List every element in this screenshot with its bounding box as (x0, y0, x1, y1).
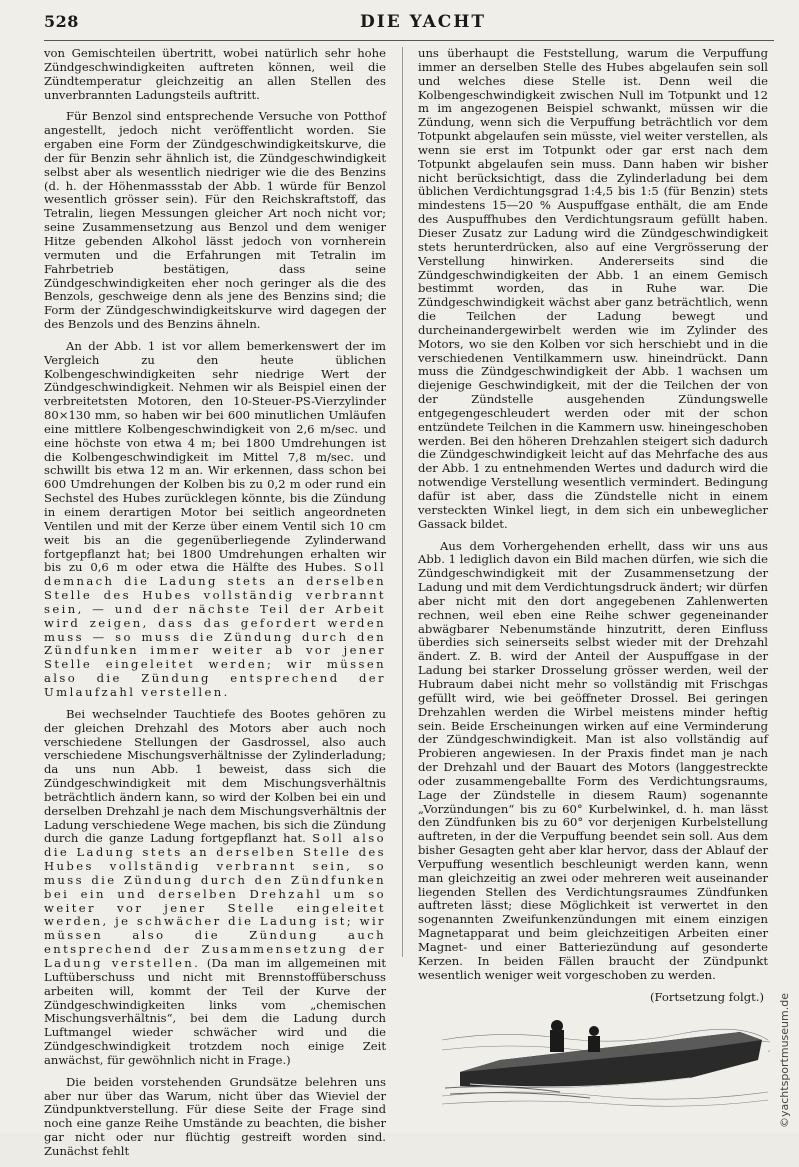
emphasized-text: Soll demnach die Ladung stets an derselben Stelle des Hubes vollständig verbrannt sein, — und der nächste Teil der Arbeit wird zeigen, dass das gefordert werden muss — so muss die Zündung durch den Zündfunken immer weiter ab vor jener Stelle eingeleitet werden; wir müssen also die Zündung entsprechend der Umlaufzahl verstellen. (44, 560, 386, 699)
paragraph: uns überhaupt die Feststellung, warum die Verpuffung immer an derselben Stelle des Hubes abgelaufen sein soll und welches diese Stelle ist. Denn weil die Kolbengeschwindigkeit zwischen Null im Totpunkt und 12 m im angezogenen Beispiel schwankt, müssen wir die Zündung, wenn sich die Verpuffung beträchtlich vor dem Totpunkt abgelaufen sein müsste, viel weiter verstellen, als wenn sie erst im Totpunkt oder gar erst nach dem Totpunkt abgelaufen sein muss. Dann haben wir bisher nicht berücksichtigt, dass die Zylinderladung bei dem üblichen Verdichtungsgrad 1:4,5 bis 1:5 (für Benzin) stets mindestens 15—20 % Auspuffgase enthält, die am Ende des Auspuffhubes den Verdichtungsraum gefüllt haben. Dieser Zusatz zur Ladung wird die Zündgeschwindigkeit stets herunterdrücken, also auf eine Vergrösserung der Verstellung hinwirken. Andererseits sind die Zündgeschwindigkeiten der Abb. 1 an einem Gemisch bestimmt worden, das in Ruhe war. Die Zündgeschwindigkeit wächst aber ganz beträchtlich, wenn die Teilchen der Ladung bewegt und durcheinandergewirbelt werden wie im Zylinder des Motors, wo sie den Kolben vor sich herschiebt und in die verschiedenen Ventilkammern usw. hineindrückt. Dann muss die Zündgeschwindigkeit der Abb. 1 wachsen um diejenige Geschwindigkeit, mit der die Teilchen der von der Zündstelle ausgehenden Zündungswelle entgegengeschleudert werden oder mit der schon entzündete Teilchen in die Kammern usw. hineingeschoben werden. Bei den höheren Drehzahlen steigert sich dadurch die Zündgeschwindigkeit leicht auf das Mehrfache des aus der Abb. 1 zu entnehmenden Wertes und dadurch wird die notwendige Verstellung wesentlich vermindert. Bedingung dafür ist aber, dass die Zündstelle nicht in einem versteckten Winkel liegt, in dem sich ein unbeweglicher Gassack bildet. (418, 46, 768, 531)
paragraph (44, 708, 386, 1068)
watermark: ©yachtsportmuseum.de (778, 993, 791, 1128)
paragraph-text: Bei wechselnder Tauchtiefe des Bootes gehören zu der gleichen Drehzahl des Motors aber auch noch verschiedene Stellungen der Gasdrossel, also auch verschiedene Mischungsverhältnisse der Zylinderladung; da uns nun Abb. 1 beweist, dass sich die Zündgeschwindigkeit mit dem Mischungsverhältnis beträchtlich ändern kann, so wird der Kolben bei ein und derselben Drehzahl je nach dem Mischungsverhältnis der Ladung verschiedene Wege machen, bis sich die Zündung durch die ganze Ladung fortgepflanzt hat. (44, 706, 386, 846)
paragraph (44, 340, 386, 700)
paragraph-text: An der Abb. 1 ist vor allem bemerkenswert der im Vergleich zu den heute üblichen Kolbengeschwindigkeiten sehr niedrige Wert der Zündgeschwindigkeit. Nehmen wir als Beispiel einen der verbreitetsten Motoren, den 10-Steuer-PS-Vierzylinder 80×130 mm, so haben wir bei 600 minutlichen Umläufen eine mittlere Kolbengeschwindigkeit von 2,6 m/sec. und eine höchste von etwa 4 m; bei 1800 Umdrehungen ist die Kolbengeschwindigkeit im Mittel 7,8 m/sec. und schwillt bis etwa 12 m an. Wir erkennen, dass schon bei 600 Umdrehungen der Kolben bis zu 0,2 m oder rund ein Sechstel des Hubes zurücklegen könnte, bis die Zündung in einem derartigen Motor bei seitlich angeordneten Ventilen und mit der Kerze über einem Ventil sich 10 cm weit bis an die gegenüberliegende Zylinderwand fortgepflanzt hat; bei 1800 Umdrehungen erhalten wir bis zu 0,6 m oder etwa die Hälfte des Hubes. (44, 338, 386, 575)
journal-title: DIE YACHT (360, 12, 487, 32)
paragraph-text: (Da man im allgemeinen mit Luftüberschuss und nicht mit Brennstoffüberschuss arbeiten will, kommt der Teil der Kurve der Zündgeschwindigkeiten links vom „chemischen Mischungsverhältnis“, bei dem die Ladung durch Luftmangel wieder schwächer wird und die Zündgeschwindigkeit trotzdem noch einige Zeit anwächst, für gewöhnlich nicht in Frage.) (44, 956, 386, 1067)
motorboat-illustration (440, 1000, 770, 1110)
paragraph: Die beiden vorstehenden Grundsätze belehren uns aber nur über das Warum, nicht über das Wieviel der Zündpunktverstellung. Für diese Seite der Frage sind noch eine ganze Reihe Umstände zu beachten, die bisher gar nicht oder nur flüchtig gestreift worden sind. Zunächst fehlt (44, 1074, 386, 1158)
column-divider (402, 47, 403, 957)
paragraph: Für Benzol sind entsprechende Versuche von Potthof angestellt, jedoch nicht veröffentlicht worden. Sie ergaben eine Form der Zündgeschwindigkeitskurve, die der für Benzin sehr ähnlich ist, die Zündgeschwindigkeit selbst aber als wesentlich niedriger wie die des Benzins (d. h. der Höhenmassstab der Abb. 1 würde für Benzol wesentlich grösser sein). Für den Reichskraftstoff, das Tetralin, liegen Messungen gleicher Art noch nicht vor; seine Zusammensetzung aus Benzol und dem weniger Hitze gebenden Alkohol lässt jedoch von vornherein vermuten und die Erfahrungen mit Tetralin im Fahrbetrieb bestätigen, dass seine Zündgeschwindigkeiten eher noch geringer als die des Benzols, geschweige denn als jene des Benzins sind; die Form der Zündgeschwindigkeitskurve wird dagegen der des Benzols und des Benzins ähneln. (44, 109, 386, 332)
right-column (418, 47, 768, 1012)
emphasized-text: Soll also die Ladung stets an derselben Stelle des Hubes vollständig verbrannt sein, so muss die Zündung durch den Zündfunken bei ein und derselben Drehzahl um so weiter vor jener Stelle eingeleitet werden, je schwächer die Ladung ist; wir müssen also die Zündung auch entsprechend der Zusammensetzung der Ladung verstellen. (44, 831, 386, 970)
header-rule (44, 40, 774, 41)
left-column (44, 47, 386, 1167)
paragraph: Aus dem Vorhergehenden erhellt, dass wir uns aus Abb. 1 lediglich davon ein Bild machen dürfen, wie sich die Zündgeschwindigkeit mit der Zusammensetzung der Ladung und mit dem Verdichtungsdruck ändert; wir dürfen aber nicht mit den dort angegebenen Zahlenwerten rechnen, weil eben eine Reihe schwer gegeneinander abwägbarer Nebenumstände hinzutritt, deren Einfluss überdies sich seinerseits selbst wieder mit der Drehzahl ändert. Z. B. wird der Anteil der Auspuffgase in der Ladung bei starker Drosselung grösser werden, weil der Hubraum dabei nicht mehr so vollständig mit Frischgas gefüllt wird, wie bei geöffneter Drossel. Bei geringen Drehzahlen werden die Wirbel meistens minder heftig sein. Beide Erscheinungen wirken auf eine Verminderung der Zündgeschwindigkeit. Man ist also vollständig auf Probieren angewiesen. In der Praxis findet man je nach der Drehzahl und der Bauart des Motors (langgestreckte oder zusammengeballte Form des Verdichtungsraums, Lage der Zündstelle in diesem Raum) sogenannte „Vorzündungen“ bis zu 60° Kurbelwinkel, d. h. man lässt den Zündfunken bis zu 60° vor derjenigen Kurbelstellung auftreten, in der die Verpuffung beendet sein soll. Aus dem bisher Gesagten geht aber klar hervor, dass der Ablauf der Verpuffung wesentlich beschleunigt werden kann, wenn man gleichzeitig an zwei oder mehreren weit auseinander liegenden Stellen des Verdichtungsraumes Zündfunken auftreten lässt; diese Möglichkeit ist verwertet in den sogenannten Zweifunkenzündungen mit einem einzigen Magnetapparat und beim gleichzeitigen Arbeiten einer Magnet- und einer Batteriezündung auf gesonderte Kerzen. In beiden Fällen braucht der Zündpunkt wesentlich weniger weit vorgeschoben zu werden. (418, 538, 768, 982)
continuation-note: (Fortsetzung folgt.) (649, 989, 764, 1004)
paragraph: von Gemischteilen übertritt, wobei natürlich sehr hohe Zündgeschwindigkeiten auftreten können, weil die Zündtemperatur gleichzeitig an allen Stellen des unverbrannten Ladungsteils auftritt. (44, 46, 386, 102)
page-number: 528 (44, 12, 79, 31)
